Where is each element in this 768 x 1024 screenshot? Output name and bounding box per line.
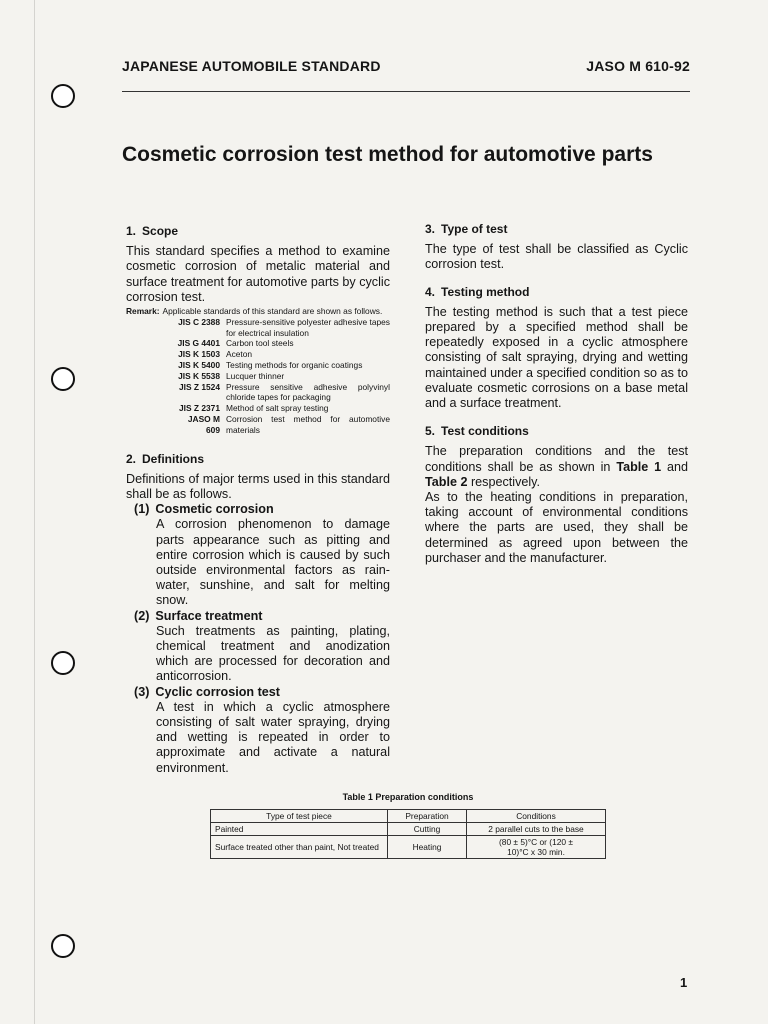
section-number: 4. (425, 284, 436, 299)
reference-code: JIS K 1503 (178, 349, 220, 360)
scope-text: This standard specifies a method to examine cosmetic corrosion of metalic material and surface treatment for automotive parts by cyclic corrosion test. (126, 244, 390, 304)
binder-hole-icon (51, 651, 75, 675)
page-number: 1 (680, 975, 688, 990)
binder-hole-icon (51, 84, 75, 108)
binder-hole-icon (51, 934, 75, 958)
section-heading (126, 224, 390, 239)
preparation-conditions-table (210, 809, 606, 859)
section-number: 2. (126, 451, 137, 466)
reference-code: JASO M 609 (187, 413, 220, 435)
reference-code: JIS K 5538 (178, 370, 220, 381)
document-title: Cosmetic corrosion test method for automotive parts (122, 143, 653, 166)
definition-term: Cyclic corrosion test (155, 684, 280, 699)
reference-title: Aceton (226, 349, 253, 360)
section-title: Test conditions (441, 424, 529, 439)
definition-term: Cosmetic corrosion (155, 502, 274, 517)
section-number: 5. (425, 424, 436, 439)
type-of-test-text: The type of test shall be classified as Cyclic corrosion test. (425, 242, 688, 272)
section-definitions (126, 452, 390, 776)
reference-code: JIS Z 1524 (179, 381, 220, 392)
table-cell: Heating (388, 836, 467, 859)
testing-method-text: The testing method is such that a test piece prepared by a specified method shall be repeatedly exposed in a cyclic atmosphere consisting of salt spraying, drying and wetting maintained under a specified condition so as to evaluate cosmetic corrosions on a base metal and a surface treatment. (425, 304, 688, 411)
header-standard-name: JAPANESE AUTOMOBILE STANDARD (122, 58, 381, 74)
table-reference: Table 1 (616, 459, 662, 474)
remark-text: Applicable standards of this standard are shown as follows. (162, 306, 383, 317)
table-header-row (211, 810, 606, 823)
reference-code: JIS C 2388 (178, 316, 220, 327)
definition-item (126, 685, 390, 776)
header-divider (122, 91, 690, 92)
reference-title: Pressure-sensitive polyester adhesive tapes for electrical insulation (226, 316, 390, 338)
table-cell: Surface treated other than paint, Not treated (211, 836, 388, 859)
column-header: Type of test piece (211, 810, 388, 823)
definition-item (126, 609, 390, 685)
reference-list (174, 317, 390, 436)
section-heading (126, 452, 390, 467)
page-margin-line (34, 0, 35, 1024)
definition-text: A corrosion phenomenon to damage parts appearance such as pitting and entire corrosion which is caused by such outside environmental factors as rain-water, sunshine, and salt for melting snow. (156, 517, 390, 608)
table-cell: Painted (211, 823, 388, 836)
reference-item (174, 317, 390, 339)
definition-text: Such treatments as painting, plating, chemical treatment and anodization which are processed for decoration and anticorrosion. (156, 623, 390, 684)
table-row (211, 836, 606, 859)
reference-item (174, 403, 390, 414)
definition-number: (1) (134, 502, 150, 517)
section-heading (425, 424, 688, 439)
heating-conditions-text: As to the heating conditions in preparation, taking account of environmental conditions where the parts are used, they shall be determined as agreed upon between the purchaser and the manufacturer. (425, 490, 688, 565)
section-test-conditions (425, 424, 688, 566)
definition-number: (2) (134, 608, 150, 623)
binder-hole-icon (51, 367, 75, 391)
section-title: Definitions (142, 451, 205, 466)
section-title: Scope (142, 224, 179, 238)
remark-label: Remark: (126, 306, 160, 317)
definition-term: Surface treatment (155, 608, 263, 623)
column-header: Preparation (388, 810, 467, 823)
table-row (211, 823, 606, 836)
definitions-intro: Definitions of major terms used in this standard shall be as follows. (126, 471, 390, 501)
text-run: respectively. (470, 474, 541, 489)
remark-block (126, 306, 390, 436)
reference-title: Lucquer thinner (226, 370, 285, 381)
table-caption: Table 1 Preparation conditions (342, 792, 474, 802)
right-column (425, 222, 688, 566)
definition-number: (3) (134, 684, 150, 699)
reference-item (174, 414, 390, 436)
reference-title: Testing methods for organic coatings (226, 360, 363, 370)
reference-item (174, 349, 390, 360)
definition-text: A test in which a cyclic atmosphere consisting of salt water spraying, drying and wetting is repeated in order to approximate and activate a natural environment. (156, 699, 390, 775)
reference-item (174, 360, 390, 371)
section-title: Testing method (441, 284, 530, 299)
section-title: Type of test (441, 222, 508, 236)
text-run: The preparation conditions and the test conditions shall be as shown in (425, 444, 688, 474)
reference-title: Corrosion test method for automotive materials (226, 413, 390, 435)
table-reference: Table 2 (425, 474, 468, 489)
test-conditions-text (425, 444, 688, 490)
reference-title: Pressure sensitive adhesive polyvinyl chloride tapes for packaging (226, 381, 390, 403)
section-testing-method (425, 285, 688, 412)
section-number: 1. (126, 224, 137, 238)
reference-item (174, 382, 390, 404)
table-cell: Cutting (388, 823, 467, 836)
left-column (126, 224, 390, 776)
reference-code: JIS Z 2371 (179, 403, 220, 414)
reference-code: JIS G 4401 (177, 338, 220, 349)
reference-item (174, 338, 390, 349)
definition-item (126, 502, 390, 608)
table-cell: 2 parallel cuts to the base (467, 823, 606, 836)
reference-title: Carbon tool steels (226, 338, 294, 349)
column-header: Conditions (467, 810, 606, 823)
reference-item (174, 371, 390, 382)
reference-code: JIS K 5400 (178, 360, 220, 370)
section-heading (425, 285, 688, 300)
section-type-of-test (425, 222, 688, 273)
section-scope (126, 224, 390, 436)
text-run: and (667, 459, 689, 474)
table-cell: (80 ± 5)°C or (120 ± 10)°C x 30 min. (467, 836, 606, 859)
section-number: 3. (425, 222, 436, 236)
header-standard-code: JASO M 610-92 (586, 58, 690, 74)
section-heading (425, 222, 688, 237)
reference-title: Method of salt spray testing (226, 403, 329, 414)
